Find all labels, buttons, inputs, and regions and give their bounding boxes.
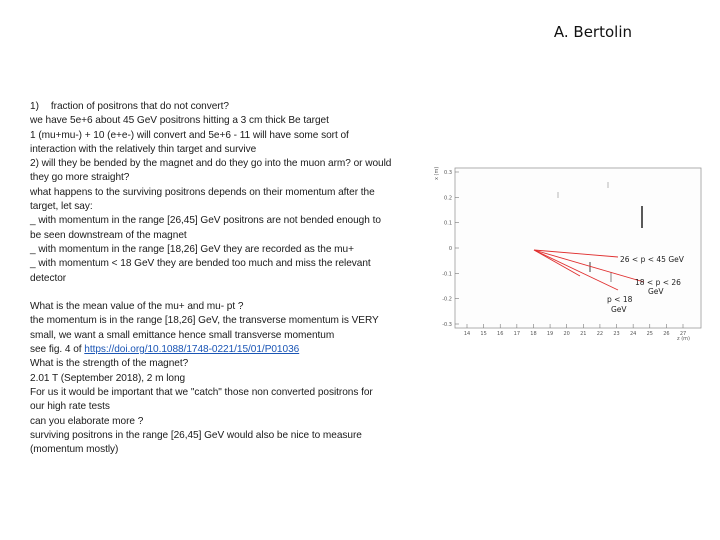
y-tick-label: 0 <box>448 246 452 252</box>
plot-frame <box>455 168 701 328</box>
x-tick-label: 22 <box>596 331 604 337</box>
doi-link[interactable]: https://doi.org/10.1088/1748-0221/15/01/P01036 <box>84 344 300 356</box>
x-tick-label: 17 <box>513 331 521 337</box>
question-3: What is the mean value of the mu+ and mu- pt ? <box>30 301 244 313</box>
label-low-momentum: p < 18 <box>607 295 633 304</box>
label-mid-momentum: 18 < p < 26 <box>635 278 681 287</box>
slide-body-text <box>30 100 438 457</box>
x-tick-label: 18 <box>530 331 537 337</box>
x-tick-label: 14 <box>463 331 471 337</box>
question-4: What is the strength of the magnet? <box>30 358 189 370</box>
x-tick-label: 15 <box>480 331 487 337</box>
text-line: be seen downstream of the magnet <box>30 229 187 241</box>
text-line: can you elaborate more ? <box>30 415 144 427</box>
reference-line <box>30 343 438 357</box>
question-1 <box>30 100 438 114</box>
y-tick-label: -0.1 <box>442 271 452 278</box>
text-line: the momentum is in the range [18,26] GeV, the transverse momentum is VERY <box>30 315 379 327</box>
trajectory-plot <box>430 160 705 345</box>
x-tick-label: 21 <box>580 331 587 337</box>
question-2: 2) will they be bended by the magnet and do they go into the muon arm? or would <box>30 158 392 170</box>
label-high-momentum: 26 < p < 45 GeV <box>620 255 684 264</box>
text-line: we have 5e+6 about 45 GeV positrons hitting a 3 cm thick Be target <box>30 115 329 127</box>
x-tick-label: 16 <box>497 331 504 337</box>
text-line: _ with momentum in the range [26,45] GeV positrons are not bended enough to <box>30 215 381 227</box>
y-tick-label: 0.2 <box>444 195 452 202</box>
x-tick-label: 25 <box>646 331 653 337</box>
list-number: 1) <box>30 101 39 112</box>
author-name: A. Bertolin <box>553 23 632 41</box>
y-tick-label: 0.1 <box>444 220 452 227</box>
text-line: surviving positrons in the range [26,45] GeV would also be nice to measure <box>30 429 362 441</box>
text-line: they go more straight? <box>30 172 130 184</box>
text-line: 2.01 T (September 2018), 2 m long <box>30 372 186 384</box>
trajectory-figure <box>430 160 705 345</box>
label-mid-momentum-unit: GeV <box>648 287 664 296</box>
question-1-text: fraction of positrons that do not convert? <box>50 101 229 112</box>
text-line: 1 (mu+mu-) + 10 (e+e-) will convert and 5e+6 - 11 will have some sort of <box>30 129 349 141</box>
text-line: detector <box>30 272 67 284</box>
x-tick-label: 19 <box>546 331 554 337</box>
label-low-momentum-unit: GeV <box>611 305 627 314</box>
y-tick-label: -0.2 <box>442 296 452 303</box>
x-tick-label: 27 <box>679 331 687 337</box>
text-line: our high rate tests <box>30 401 110 413</box>
text-line: what happens to the surviving positrons depends on their momentum after the <box>30 186 375 198</box>
x-axis-title: z (m) <box>677 336 690 342</box>
y-tick-label: -0.3 <box>442 322 452 328</box>
text-line: small, we want a small emittance hence small transverse momentum <box>30 329 335 341</box>
x-tick-label: 24 <box>629 331 637 337</box>
x-tick-label: 20 <box>563 331 570 337</box>
y-tick-label: 0.3 <box>444 170 452 176</box>
y-axis-title: x (m) <box>434 166 440 180</box>
text-line: interaction with the relatively thin target and survive <box>30 143 257 155</box>
text-line: (momentum mostly) <box>30 444 119 456</box>
x-tick-label: 23 <box>613 331 620 337</box>
text-line: For us it would be important that we "catch" those non converted positrons for <box>30 386 373 398</box>
text-line: _ with momentum in the range [18,26] GeV they are recorded as the mu+ <box>30 243 354 255</box>
x-tick-label: 26 <box>663 331 670 337</box>
text-line: target, let say: <box>30 201 93 213</box>
text-line: _ with momentum < 18 GeV they are bended too much and miss the relevant <box>30 258 371 270</box>
reference-prefix: see fig. 4 of <box>30 344 85 356</box>
